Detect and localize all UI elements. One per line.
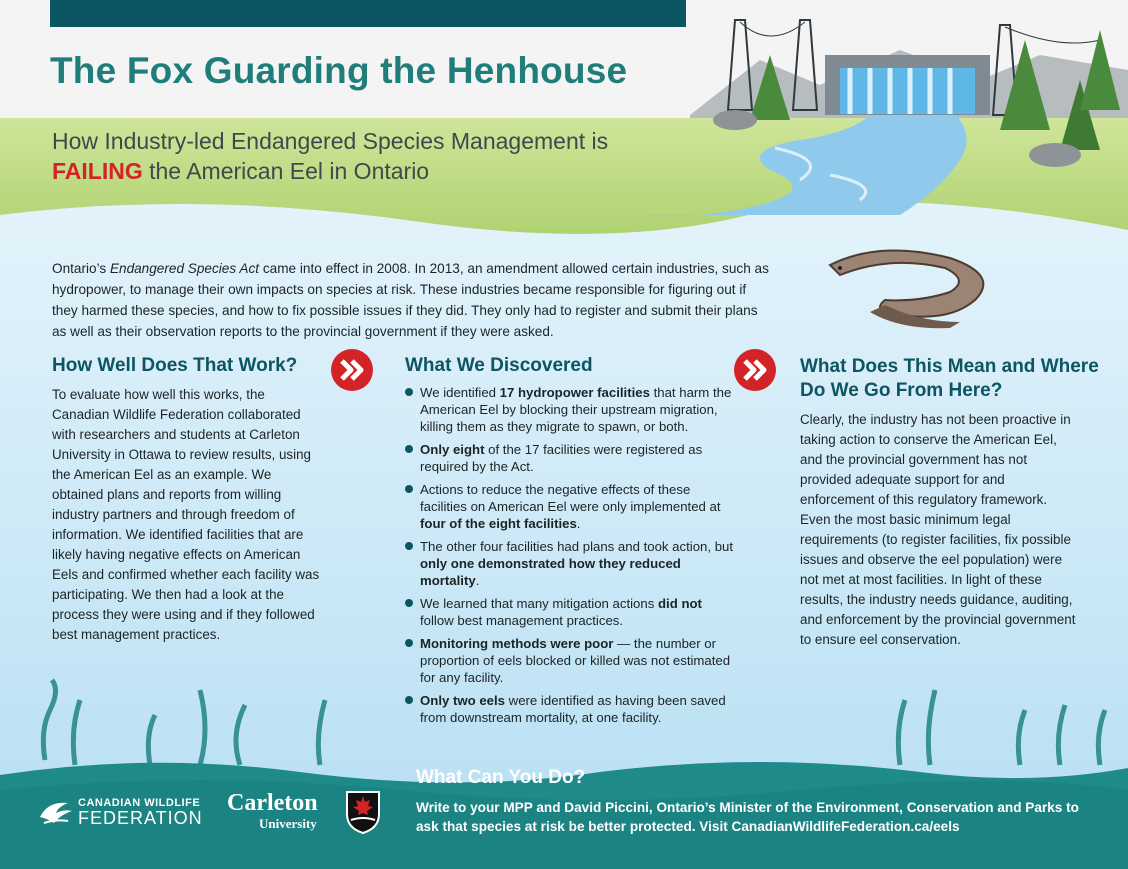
list-item	[404, 441, 739, 475]
list-item	[404, 595, 739, 629]
list-item	[404, 538, 739, 589]
item-emphasis: did not	[658, 596, 702, 611]
bullet-icon	[405, 696, 413, 704]
cta-heading: What Can You Do?	[416, 767, 586, 788]
item-text: We learned that many mitigation actions	[420, 596, 658, 611]
intro-text-2: came into effect in 2008. In 2013, an amendment allowed certain industries, such as hydropower, to manage their own impacts on species at risk. These industries became responsible for figuring out if they harmed these species, and how to fix possible issues if they did. They only had to register and submit their plans as well as their observation reports to the provincial government if they were asked.	[52, 261, 769, 339]
subtitle-emphasis: FAILING	[52, 158, 143, 184]
cwf-logo-line1: CANADIAN WILDLIFE	[78, 797, 201, 809]
intro-paragraph	[52, 258, 772, 342]
item-emphasis: Only eight	[420, 442, 485, 457]
heading-meaning: What Does This Mean and Where Do We Go From Here?	[800, 356, 1099, 401]
carleton-shield-icon	[345, 790, 381, 834]
top-bar	[50, 0, 686, 27]
bullet-icon	[405, 388, 413, 396]
cwf-bird-logo-icon	[38, 797, 76, 829]
how-well-body: To evaluate how well this works, the Canadian Wildlife Federation collaborated with researchers and students at Carleton University in Ottawa to review results, using the American Eel as an example. We obtained plans and reports from willing industry partners and through freedom of information. We identified facilities that are likely having negative effects on American Eels and confirmed whether each facility was participating. We then had a look at the process they were using and if they followed best management practices.	[52, 387, 320, 642]
carleton-logo-line1: Carleton	[227, 790, 318, 816]
item-text: .	[475, 573, 480, 588]
bullet-icon	[405, 599, 413, 607]
item-emphasis: four of the eight facilities	[420, 516, 577, 531]
meaning-body: Clearly, the industry has not been proactive in taking action to conserve the American Eel, and the provincial government has not provided adequate support for and enforcement of this regulatory framework. Even the most basic minimum legal requirements (to register facilities, fix possible issues and observe the eel population) were not met at most facilities. In light of these results, the industry needs guidance, auditing, and enforcement by the provincial government to ensure eel conservation.	[800, 412, 1076, 647]
subtitle-line2	[52, 156, 608, 186]
bullet-icon	[405, 445, 413, 453]
item-text: .	[576, 516, 581, 531]
intro-text-1: Ontario’s	[52, 261, 110, 276]
item-text: The other four facilities had plans and took action, but	[420, 539, 734, 554]
bullet-icon	[405, 542, 413, 550]
list-item	[404, 692, 739, 726]
item-text: of the 17 facilities were registered as required by the Act.	[420, 442, 703, 474]
chevron-right-icon	[330, 348, 374, 392]
list-item	[404, 481, 739, 532]
subtitle-line1: How Industry-led Endangered Species Management is	[52, 128, 609, 154]
subtitle-rest: the American Eel in Ontario	[142, 158, 430, 184]
cta-body: Write to your MPP and David Piccini, Ontario’s Minister of the Environment, Conservation and Parks to ask that species at risk be better protected. Visit CanadianWildlifeFederation.ca/eels	[416, 800, 1079, 834]
list-item	[404, 384, 739, 435]
subtitle	[52, 126, 608, 186]
item-emphasis: 17 hydropower facilities	[499, 385, 650, 400]
bullet-icon	[405, 639, 413, 647]
findings-list	[404, 384, 739, 732]
act-name: Endangered Species Act	[109, 261, 260, 276]
heading-discovered: What We Discovered	[405, 355, 593, 376]
item-text: that harm the American Eel by blocking their upstream migration, killing them as they migrate to spawn, or both.	[420, 385, 732, 434]
item-text: follow best management practices.	[420, 613, 624, 628]
item-emphasis: only one demonstrated how they reduced mortality	[420, 556, 681, 588]
bullet-icon	[405, 485, 413, 493]
item-emphasis: Monitoring methods were poor	[420, 636, 614, 651]
heading-how-well: How Well Does That Work?	[52, 355, 298, 376]
carleton-logo-line2: University	[259, 816, 317, 831]
item-text: Actions to reduce the negative effects of these facilities on American Eel were only implemented at	[420, 482, 721, 514]
item-text: were identified as having been saved from downstream mortality, at one facility.	[420, 693, 726, 725]
item-emphasis: Only two eels	[420, 693, 506, 708]
item-text: We identified	[420, 385, 500, 400]
item-text: — the number or proportion of eels blocked or killed was not estimated for any facility.	[420, 636, 731, 685]
cwf-logo-line2: FEDERATION	[78, 808, 203, 828]
list-item	[404, 635, 739, 686]
page-title: The Fox Guarding the Henhouse	[50, 50, 628, 91]
chevron-right-icon	[733, 348, 777, 392]
